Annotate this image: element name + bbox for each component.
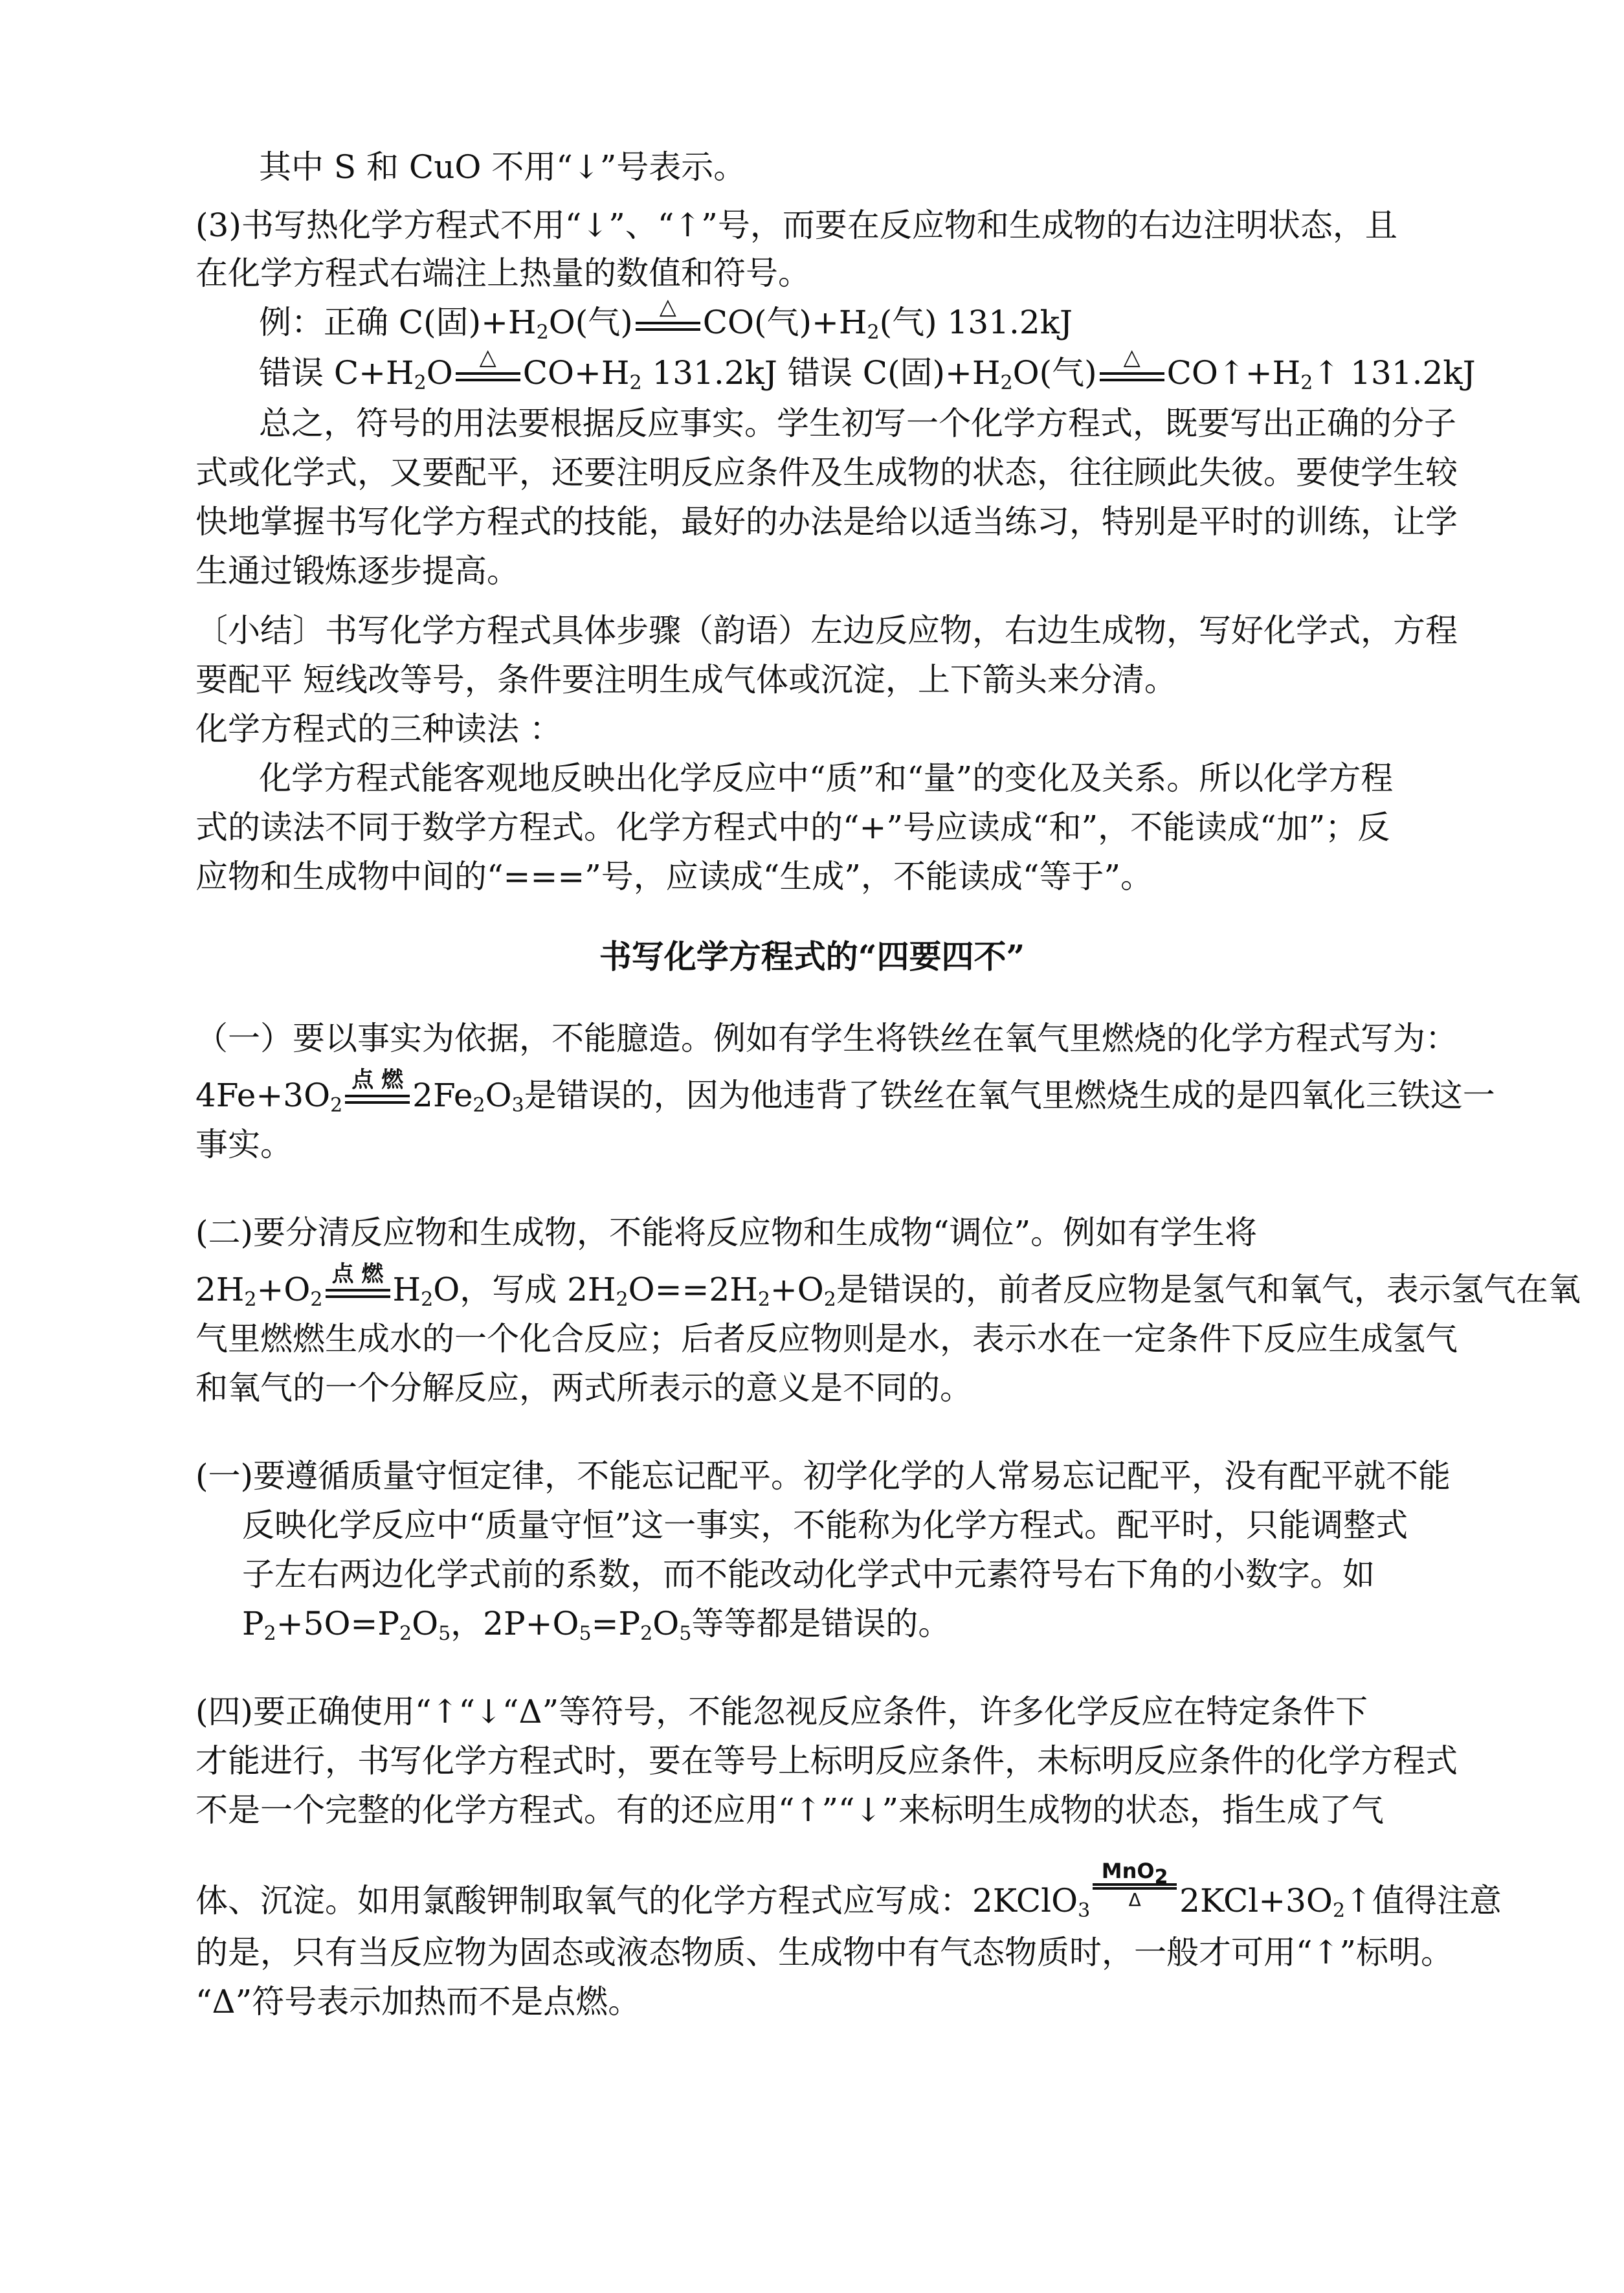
text: H xyxy=(392,1271,421,1308)
text: CO↑+H xyxy=(1166,354,1301,392)
text: 〔小结〕书写化学方程式具体步骤（韵语）左边反应物，右边生成物，写好化学式，方程 xyxy=(195,612,1458,649)
text: 2H xyxy=(195,1271,245,1308)
text-line xyxy=(195,1315,1464,1362)
heat-condition-equals xyxy=(456,344,520,384)
text: 其中 S 和 CuO 不用“↓”号表示。 xyxy=(259,148,746,186)
heat-icon: Δ xyxy=(1128,1889,1141,1910)
text: O，写成 2H xyxy=(433,1271,616,1308)
text-line xyxy=(195,1738,1464,1784)
text: O xyxy=(652,1605,680,1642)
text-line xyxy=(195,853,1464,900)
text: ↑值得注意 xyxy=(1345,1882,1502,1919)
text: 生通过锻炼逐步提高。 xyxy=(195,552,519,590)
equals-bar xyxy=(456,372,520,375)
text-line xyxy=(195,804,1464,851)
text: (气) 131.2kJ xyxy=(879,304,1073,341)
equals-bar xyxy=(456,379,520,381)
text-line xyxy=(195,706,1464,752)
text: P xyxy=(242,1605,264,1642)
text-line xyxy=(195,1688,1464,1735)
text: 式的读法不同于数学方程式。化学方程式中的“+”号应读成“和”，不能读成“加”；反 xyxy=(195,809,1390,846)
catalyst-label xyxy=(1093,1859,1177,1888)
subscript: 2 xyxy=(473,1094,485,1117)
equals-bar xyxy=(1100,379,1164,381)
equals-bar xyxy=(1100,372,1164,375)
section-title: 书写化学方程式的“四要四不” xyxy=(599,937,1025,976)
equals-bar xyxy=(1093,1883,1177,1886)
equals-bar xyxy=(345,1101,410,1104)
text: (二)要分清反应物和生成物，不能将反应物和生成物“调位”。例如有学生将 xyxy=(195,1214,1258,1251)
text: 不是一个完整的化学方程式。有的还应用“↑”“↓”来标明生成物的状态，指生成了气 xyxy=(195,1791,1385,1829)
text: 式或化学式，又要配平，还要注明反应条件及生成物的状态，往往顾此失彼。要使学生较 xyxy=(195,454,1458,491)
text-line xyxy=(195,1978,1464,2025)
text: 是错误的，因为他违背了铁丝在氧气里燃烧生成的是四氧化三铁这一 xyxy=(524,1077,1495,1114)
text: “Δ”符号表示加热而不是点燃。 xyxy=(195,1983,641,2020)
text-line xyxy=(195,498,1464,545)
subscript: 2 xyxy=(421,1288,434,1311)
text: 等等都是错误的。 xyxy=(691,1605,951,1642)
text-line xyxy=(242,1551,1464,1598)
text: +O xyxy=(256,1271,311,1308)
text: 要配平 短线改等号，条件要注明生成气体或沉淀，上下箭头来分清。 xyxy=(195,661,1177,699)
text-line xyxy=(195,250,1464,296)
catalyst-formula: MnO xyxy=(1101,1859,1155,1883)
text: 体、沉淀。如用氯酸钾制取氧气的化学方程式应写成：2KClO xyxy=(195,1882,1078,1919)
subscript: 2 xyxy=(1332,1899,1346,1922)
text-line xyxy=(195,1121,1464,1168)
equation-line xyxy=(195,1859,1502,1924)
subscript: 2 xyxy=(310,1288,323,1311)
equation-line xyxy=(259,294,1464,346)
text-line xyxy=(195,1015,1464,1062)
text: 和氧气的一个分解反应，两式所表示的意义是不同的。 xyxy=(195,1369,972,1407)
text: =P xyxy=(591,1605,641,1642)
text: 才能进行，书写化学方程式时，要在等号上标明反应条件，未标明反应条件的化学方程式 xyxy=(195,1742,1458,1780)
subscript: 2 xyxy=(330,1094,343,1117)
text: O(气) xyxy=(548,304,633,341)
subscript: 2 xyxy=(244,1288,257,1311)
subscript: 2 xyxy=(263,1622,276,1645)
text: 应物和生成物中间的“===”号，应读成“生成”，不能读成“等于”。 xyxy=(195,858,1153,895)
equation-line xyxy=(242,1600,1464,1647)
subscript: 2 xyxy=(1300,372,1313,394)
text: 2Fe xyxy=(412,1077,473,1114)
subscript: 3 xyxy=(511,1094,524,1117)
text: 131.2kJ 错误 C(固)+H xyxy=(641,354,1001,392)
subscript: 5 xyxy=(438,1622,451,1645)
text: 是错误的，前者反应物是氢气和氧气，表示氢气在氧 xyxy=(836,1271,1581,1308)
text: O xyxy=(426,354,453,392)
text: O(气) xyxy=(1012,354,1097,392)
subscript: 2 xyxy=(867,321,880,344)
text: +O xyxy=(770,1271,824,1308)
delta-icon: △ xyxy=(479,344,496,370)
equals-bar xyxy=(326,1289,390,1292)
text: 气里燃燃生成水的一个化合反应；后者反应物则是水，表示水在一定条件下反应生成氢气 xyxy=(195,1320,1458,1358)
text: 2KCl+3O xyxy=(1179,1882,1333,1919)
text: 错误 C+H xyxy=(259,354,414,392)
text-line xyxy=(195,548,1464,594)
heat-condition-equals xyxy=(1100,344,1164,384)
subscript: 2 xyxy=(1154,1866,1168,1888)
text-line xyxy=(195,1929,1464,1976)
text: 子左右两边化学式前的系数，而不能改动化学式中元素符号右下角的小数字。如 xyxy=(242,1556,1375,1593)
text: +5O=P xyxy=(276,1605,399,1642)
heat-condition-equals xyxy=(636,294,700,333)
subscript: 5 xyxy=(579,1622,592,1645)
equation-line xyxy=(259,344,1476,396)
text: （一）要以事实为依据，不能臆造。例如有学生将铁丝在氧气里燃烧的化学方程式写为： xyxy=(195,1020,1458,1057)
subscript: 2 xyxy=(414,372,427,394)
text: CO(气)+H xyxy=(702,304,867,341)
ignite-label: 点 燃 xyxy=(331,1261,384,1287)
text-line xyxy=(259,144,1464,190)
ignite-condition-equals xyxy=(345,1067,410,1106)
equals-bar xyxy=(636,322,700,324)
text-line xyxy=(195,656,1464,703)
text: O xyxy=(412,1605,439,1642)
text-line xyxy=(195,1453,1464,1499)
catalyst-condition-equals xyxy=(1093,1859,1177,1912)
text: ，2P+O xyxy=(450,1605,579,1642)
text: 事实。 xyxy=(195,1126,293,1163)
text-line xyxy=(195,449,1464,496)
text: 在化学方程式右端注上热量的数值和符号。 xyxy=(195,254,810,292)
subscript: 2 xyxy=(629,372,642,394)
subscript: 2 xyxy=(536,321,549,344)
text: 化学方程式的三种读法 ： xyxy=(195,710,562,748)
subscript: 2 xyxy=(616,1288,628,1311)
text: 4Fe+3O xyxy=(195,1077,331,1114)
text-line xyxy=(259,400,1464,447)
text: (3)书写热化学方程式不用“↓”、“↑”号，而要在反应物和生成物的右边注明状态，且 xyxy=(195,207,1397,244)
subscript: 2 xyxy=(823,1288,836,1311)
text: 快地掌握书写化学方程式的技能，最好的办法是给以适当练习，特别是平时的训练，让学 xyxy=(195,503,1458,541)
text-line xyxy=(195,607,1464,654)
text: O xyxy=(485,1077,512,1114)
subscript: 2 xyxy=(640,1622,653,1645)
ignite-label: 点 燃 xyxy=(351,1067,404,1093)
text: 化学方程式能客观地反映出化学反应中“质”和“量”的变化及关系。所以化学方程 xyxy=(259,759,1394,797)
text-line xyxy=(195,1365,1464,1411)
text-line xyxy=(195,1787,1464,1833)
delta-icon: △ xyxy=(1123,344,1140,370)
text-line xyxy=(242,1502,1464,1549)
subscript: 2 xyxy=(399,1622,412,1645)
text: 反映化学反应中“质量守恒”这一事实，不能称为化学方程式。配平时，只能调整式 xyxy=(242,1506,1408,1544)
text-line xyxy=(259,755,1464,801)
text-line xyxy=(195,1209,1464,1256)
text: 的是，只有当反应物为固态或液态物质、生成物中有气态物质时，一般才可用“↑”标明。 xyxy=(195,1934,1454,1971)
text: (一)要遵循质量守恒定律，不能忘记配平。初学化学的人常易忘记配平，没有配平就不能 xyxy=(195,1457,1451,1495)
text: ↑ 131.2kJ xyxy=(1313,354,1476,392)
subscript: 2 xyxy=(757,1288,770,1311)
equals-bar xyxy=(636,328,700,331)
text-line xyxy=(195,202,1464,249)
equals-bar xyxy=(326,1295,390,1298)
text: 总之，符号的用法要根据反应事实。学生初写一个化学方程式，既要写出正确的分子 xyxy=(259,405,1456,442)
equals-bar xyxy=(345,1095,410,1097)
text: O==2H xyxy=(628,1271,758,1308)
text: 例：正确 C(固)+H xyxy=(259,304,537,341)
ignite-condition-equals xyxy=(326,1261,390,1301)
equation-line xyxy=(195,1261,1581,1313)
subscript: 2 xyxy=(1000,372,1013,394)
subscript: 5 xyxy=(679,1622,692,1645)
equation-line xyxy=(195,1067,1495,1119)
text: CO+H xyxy=(522,354,630,392)
text: (四)要正确使用“↑“↓“Δ”等符号，不能忽视反应条件，许多化学反应在特定条件下 xyxy=(195,1693,1368,1730)
delta-icon: △ xyxy=(659,294,676,320)
subscript: 3 xyxy=(1078,1899,1091,1922)
